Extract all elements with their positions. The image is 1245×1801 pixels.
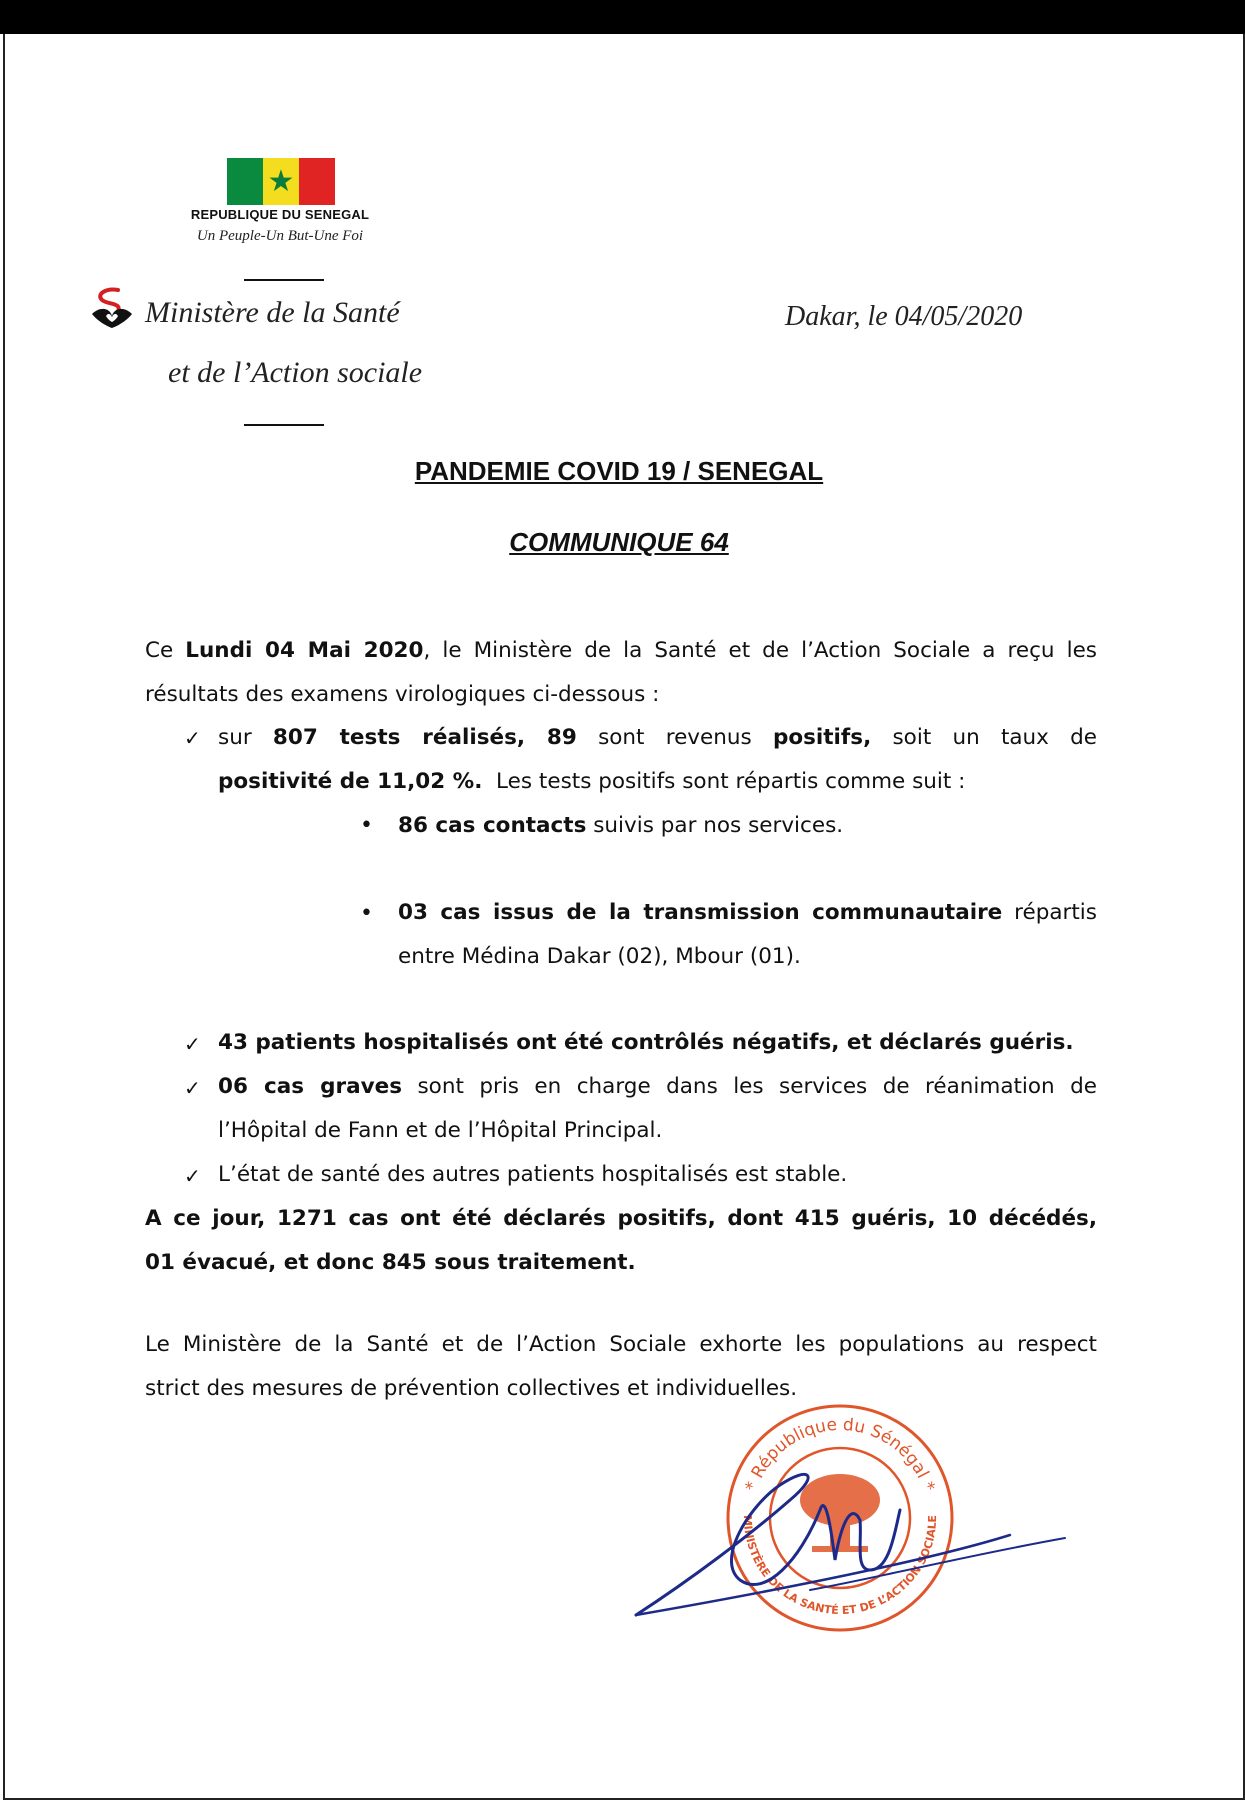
- republic-name: REPUBLIQUE DU SENEGAL: [190, 207, 370, 222]
- text: soit un taux de: [892, 725, 1097, 750]
- text: sont revenus: [598, 725, 752, 750]
- intro-text: Ce: [145, 638, 186, 663]
- summary-text: A ce jour, 1271 cas ont été déclarés positifs, dont 415 guéris, 10 décédés,: [145, 1206, 1097, 1231]
- bullet-icon: •: [360, 813, 373, 838]
- closing-line-1: Le Ministère de la Santé et de l’Action Sociale exhorte les populations au respect: [145, 1332, 1097, 1357]
- text: sont pris en charge dans les services de réanimation de: [417, 1074, 1097, 1099]
- severe-count: 06 cas graves: [218, 1074, 403, 1099]
- page-title: PANDEMIE COVID 19 / SENEGAL: [414, 456, 824, 486]
- intro-date: Lundi 04 Mai 2020: [185, 638, 424, 663]
- star-icon: ★: [267, 163, 295, 199]
- recovered-line: [218, 1030, 1074, 1055]
- community-line-2: entre Médina Dakar (02), Mbour (01).: [398, 944, 801, 969]
- scan-border: [0, 0, 1245, 34]
- summary-line-2: [145, 1250, 636, 1275]
- summary-line-1: [145, 1206, 1097, 1231]
- checkmark-icon: ✓: [184, 726, 201, 750]
- checkmark-icon: ✓: [184, 1164, 201, 1188]
- community-line-1: [398, 900, 1097, 925]
- contacts-line: [398, 813, 843, 838]
- intro-line-1: [145, 638, 1097, 663]
- text: Les tests positifs sont répartis comme suit :: [496, 769, 966, 794]
- divider: [244, 279, 324, 281]
- ministry-name-line2: et de l’Action sociale: [168, 356, 423, 389]
- divider: [244, 424, 324, 426]
- document-date: Dakar, le 04/05/2020: [785, 301, 1023, 332]
- communique-number: COMMUNIQUE 64: [509, 527, 729, 557]
- closing-line-2: strict des mesures de prévention collectives et individuelles.: [145, 1376, 798, 1401]
- checkmark-icon: ✓: [184, 1032, 201, 1056]
- intro-text: , le Ministère de la Santé et de l’Action Sociale a reçu les: [423, 638, 1097, 663]
- text: suivis par nos services.: [593, 813, 844, 838]
- checkmark-icon: ✓: [184, 1076, 201, 1100]
- recovered-text: 43 patients hospitalisés ont été contrôlés négatifs, et déclarés guéris.: [218, 1030, 1074, 1055]
- severe-line-1: [218, 1074, 1097, 1099]
- text: répartis: [1014, 900, 1097, 925]
- signature: [630, 1440, 1070, 1630]
- tests-line-2: [218, 769, 965, 794]
- national-motto: Un Peuple-Un But-Une Foi: [196, 228, 364, 244]
- positivity-rate: positivité de 11,02 %.: [218, 769, 483, 794]
- ministry-logo-icon: [88, 286, 136, 330]
- stamp-bottom-text: MINISTÈRE DE LA SANTÉ ET DE L’ACTION SOCIALE: [740, 1514, 940, 1618]
- tests-line-1: [218, 725, 1097, 750]
- stamp-top-text: * République du Sénégal *: [741, 1414, 939, 1495]
- intro-line-2: résultats des examens virologiques ci-dessous :: [145, 682, 660, 707]
- tests-count: 807 tests réalisés, 89: [272, 725, 577, 750]
- severe-line-2: l’Hôpital de Fann et de l’Hôpital Principal.: [218, 1118, 663, 1143]
- community-count: 03 cas issus de la transmission communautaire: [398, 900, 1003, 925]
- positive-label: positifs,: [772, 725, 872, 750]
- bullet-icon: •: [360, 901, 373, 926]
- summary-text: 01 évacué, et donc 845 sous traitement.: [145, 1250, 636, 1275]
- contacts-count: 86 cas contacts: [398, 813, 587, 838]
- ministry-name-line1: Ministère de la Santé: [145, 296, 400, 329]
- stable-line: L’état de santé des autres patients hospitalisés est stable.: [218, 1162, 848, 1187]
- text: sur: [218, 725, 252, 750]
- senegal-flag-icon: [227, 158, 335, 205]
